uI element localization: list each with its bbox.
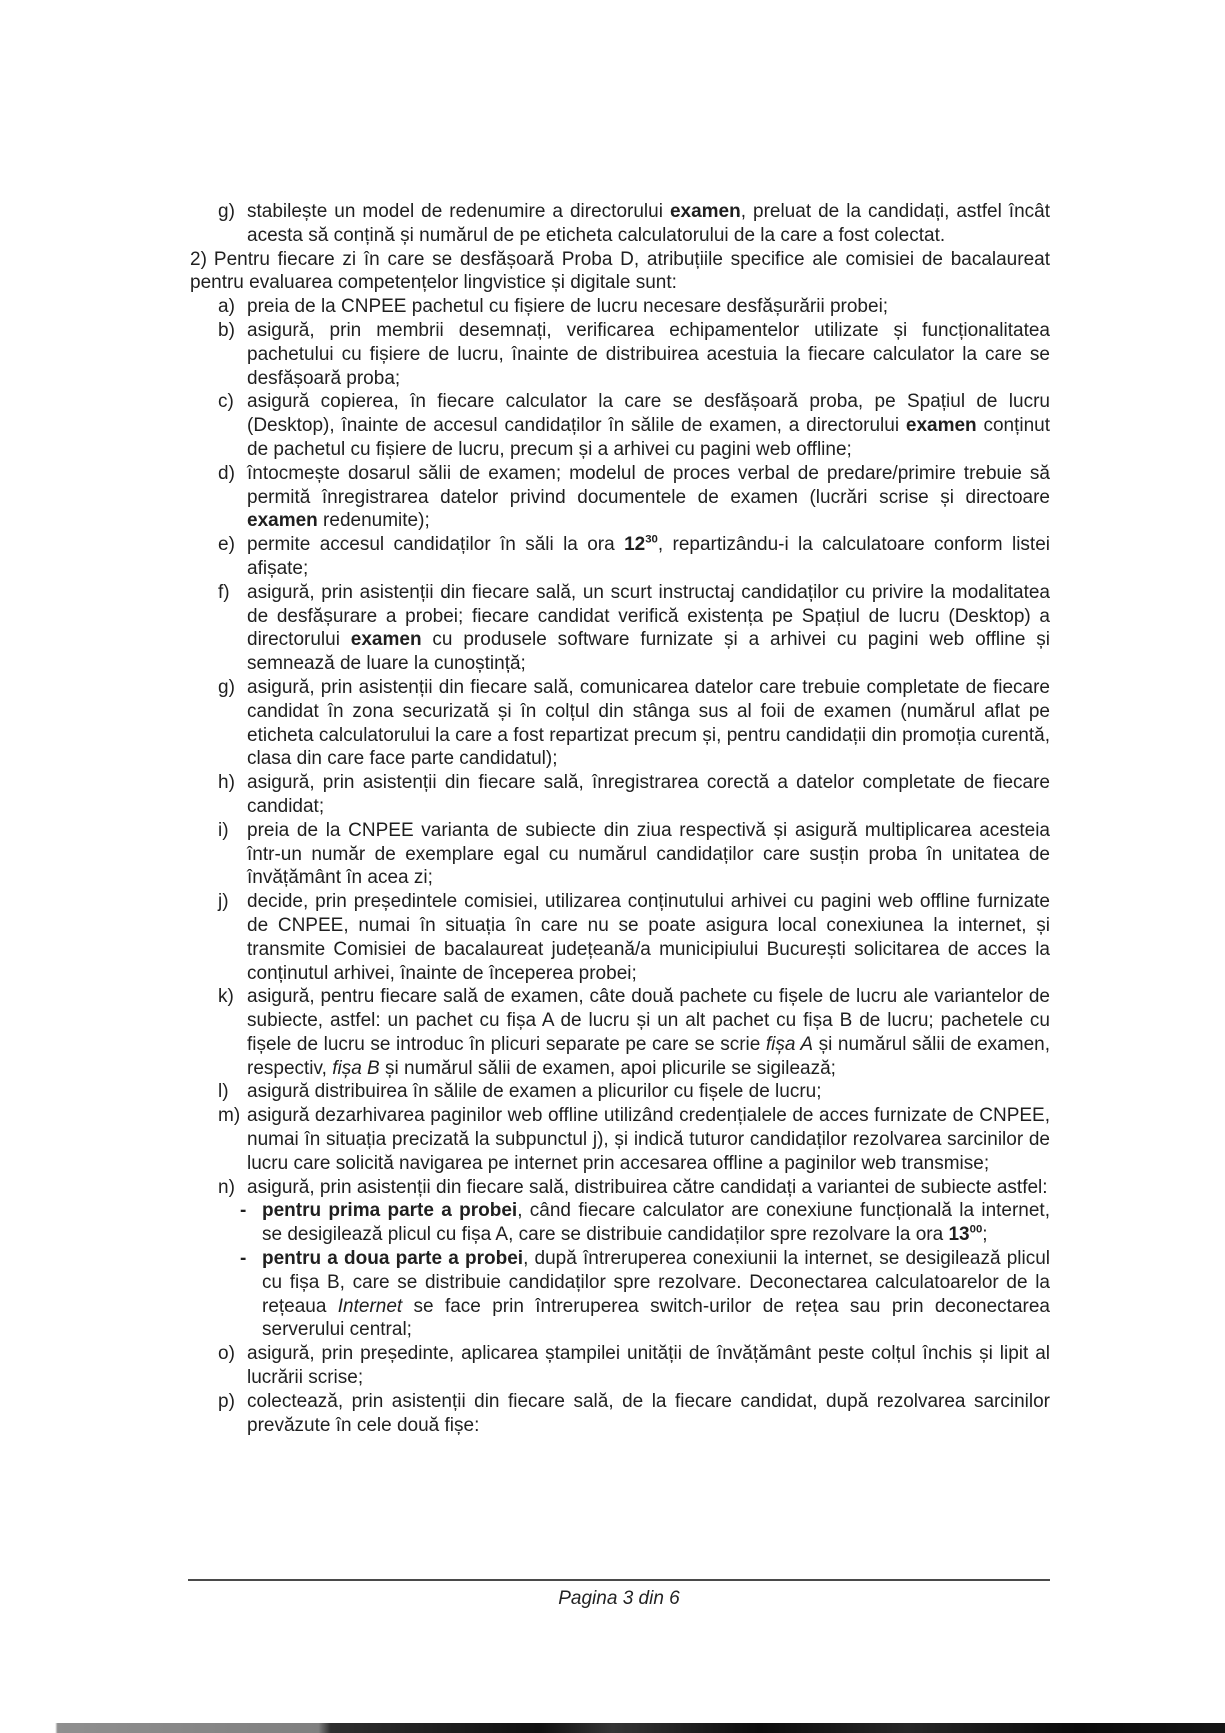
item-text: asigură, prin asistenții din fiecare sală, un scurt instructaj candidaților cu privire la modalitatea de desfășurare a probei; fiecare candidat verifică existența pe Spațiul de lucru (Desktop) a directorului examen cu produsele software furnizate și a arhivei cu pagini web offline și semnează de luare la cunoștință; <box>247 581 1050 675</box>
item-text: asigură, pentru fiecare sală de examen, câte două pachete cu fișele de lucru ale variantelor de subiecte, astfel: un pachet cu fișa A de lucru și un alt pachet cu fișa B de lucru; pachetele cu fișele de lucru se introduc în plicuri separate pe care se scrie fișa A și numărul sălii de examen, respectiv, fișa B și numărul sălii de examen, apoi plicurile se sigilează; <box>247 986 1050 1079</box>
list-item <box>190 1342 1050 1390</box>
list-item <box>190 200 1050 248</box>
item-label: m) <box>218 1105 241 1127</box>
item-text: întocmește dosarul sălii de examen; modelul de proces verbal de predare/primire trebuie să permită înregistrarea datelor privind documentele de examen (lucrări scrise și directoare examen redenumite); <box>247 462 1050 532</box>
list-item <box>190 1080 1050 1104</box>
item-label: f) <box>218 581 230 603</box>
scan-edge-artifact <box>0 1723 1225 1733</box>
sub-list-item <box>190 1247 1050 1342</box>
list-item <box>190 533 1050 581</box>
item-label: o) <box>218 1343 235 1365</box>
list-item <box>190 819 1050 890</box>
item-label: b) <box>218 319 235 341</box>
item-text: decide, prin președintele comisiei, utilizarea conținutului arhivei cu pagini web offline furnizate de CNPEE, numai în situația în care nu se poate asigura local conexiunea la internet, și transmite Comisiei de bacalaureat județeană/a municipiului București solicitarea de acces la conținutul arhivei, înainte de începerea probei; <box>247 891 1050 984</box>
list-item <box>190 890 1050 985</box>
list-item <box>190 319 1050 390</box>
item-label: k) <box>218 986 234 1008</box>
item-label: g) <box>218 201 235 222</box>
item-label: a) <box>218 296 235 318</box>
item-label: g) <box>218 676 235 698</box>
item-text: preia de la CNPEE varianta de subiecte din ziua respectivă și asigură multiplicarea acesteia într-un număr de exemplare egal cu numărul candidaților care susțin proba în unitatea de învățământ în acea zi; <box>247 819 1050 889</box>
list-item <box>190 581 1050 676</box>
list-item <box>190 676 1050 771</box>
item-text: asigură distribuirea în sălile de examen a plicurilor cu fișele de lucru; <box>247 1081 822 1103</box>
list-item <box>190 1176 1050 1200</box>
item-text: asigură copierea, în fiecare calculator la care se desfășoară proba, pe Spațiul de lucru (Desktop), înainte de accesul candidaților în sălile de examen, a directorului examen conținut de pachetul cu fișiere de lucru, precum și a arhivei cu pagini web offline; <box>247 391 1051 460</box>
item-label: 2) <box>190 248 207 270</box>
item-text: asigură, prin membrii desemnați, verificarea echipamentelor utilizate și funcționalitatea pachetului cu fișiere de lucru, înainte de distribuirea acestuia la fiecare calculator la care se desfășoară proba; <box>247 319 1050 389</box>
list-item <box>190 462 1050 533</box>
list-item <box>190 390 1050 461</box>
item-label: e) <box>218 534 235 556</box>
sub-list-item <box>190 1199 1050 1247</box>
item-text: asigură, prin asistenții din fiecare sală, înregistrarea corectă a datelor completate de fiecare candidat; <box>247 772 1050 817</box>
item-label: p) <box>218 1390 235 1412</box>
item-label: d) <box>218 462 235 484</box>
item-text: permite accesul candidaților în săli la ora $12^{30}$, repartizându-i la calculatoare conform listei afișate; <box>247 533 1050 579</box>
dash-bullet: - <box>240 1200 247 1222</box>
item-text: colectează, prin asistenții din fiecare sală, de la fiecare candidat, după rezolvarea sarcinilor prevăzute în cele două fișe: <box>247 1390 1050 1436</box>
item-text: asigură, prin președinte, aplicarea ștampilei unității de învățământ peste colțul închis și lipit al lucrării scrise; <box>247 1343 1050 1389</box>
paragraph-list <box>190 200 1050 1437</box>
item-label: h) <box>218 772 235 794</box>
list-item <box>190 1390 1050 1438</box>
page-number: Pagina 3 din 6 <box>558 1588 680 1609</box>
item-text: preia de la CNPEE pachetul cu fișiere de lucru necesare desfășurării probei; <box>247 296 889 318</box>
list-item <box>190 985 1050 1080</box>
item-text: pentru prima parte a probei, când fiecare calculator are conexiune funcțională la internet, se desigilează plicul cu fișa A, care se distribuie candidaților spre rezolvare la ora $13^{00}$; <box>262 1200 1050 1246</box>
item-text: Pentru fiecare zi în care se desfășoară Proba D, atribuțiile specifice ale comisiei de bacalaureat pentru evaluarea competențelor lingvistice și digitale sunt: <box>190 248 1050 294</box>
list-item <box>190 295 1050 319</box>
list-item <box>190 1104 1050 1175</box>
footer-divider <box>188 1579 1050 1581</box>
item-text: asigură dezarhivarea paginilor web offline utilizând credențialele de acces furnizate de CNPEE, numai în situația precizată la subpunctul j), și indică tuturor candidaților rezolvarea sarcinilor de lucru care solicită navigarea pe internet prin accesarea offline a paginilor web transmise; <box>247 1105 1050 1174</box>
dash-bullet: - <box>240 1248 247 1270</box>
item-label: l) <box>218 1081 229 1103</box>
numbered-paragraph <box>190 248 1050 296</box>
item-text: stabilește un model de redenumire a directorului examen, preluat de la candidați, astfel încât acesta să conțină și numărul de pe eticheta calculatorului de la care a fost colectat. <box>247 201 1050 246</box>
item-label: i) <box>218 819 229 841</box>
item-text: asigură, prin asistenții din fiecare sală, comunicarea datelor care trebuie completate de fiecare candidat în zona securizată și în colțul din stânga sus al foii de examen (numărul aflat pe eticheta calculatorului la care a fost repartizat precum și, pentru candidații din promoția curentă, clasa din care face parte candidatul); <box>247 676 1050 770</box>
item-text: asigură, prin asistenții din fiecare sală, distribuirea către candidați a variantei de subiecte astfel: <box>247 1176 1048 1198</box>
item-label: n) <box>218 1176 235 1198</box>
item-label: j) <box>218 891 229 913</box>
item-text: pentru a doua parte a probei, după întreruperea conexiunii la internet, se desigilează plicul cu fișa B, care se distribuie candidaților spre rezolvare. Deconectarea calculatoarelor de la rețeaua Internet se face prin întreruperea switch-urilor de rețea sau prin deconectarea serverului central; <box>262 1248 1050 1341</box>
item-label: c) <box>218 391 234 413</box>
list-item <box>190 771 1050 819</box>
